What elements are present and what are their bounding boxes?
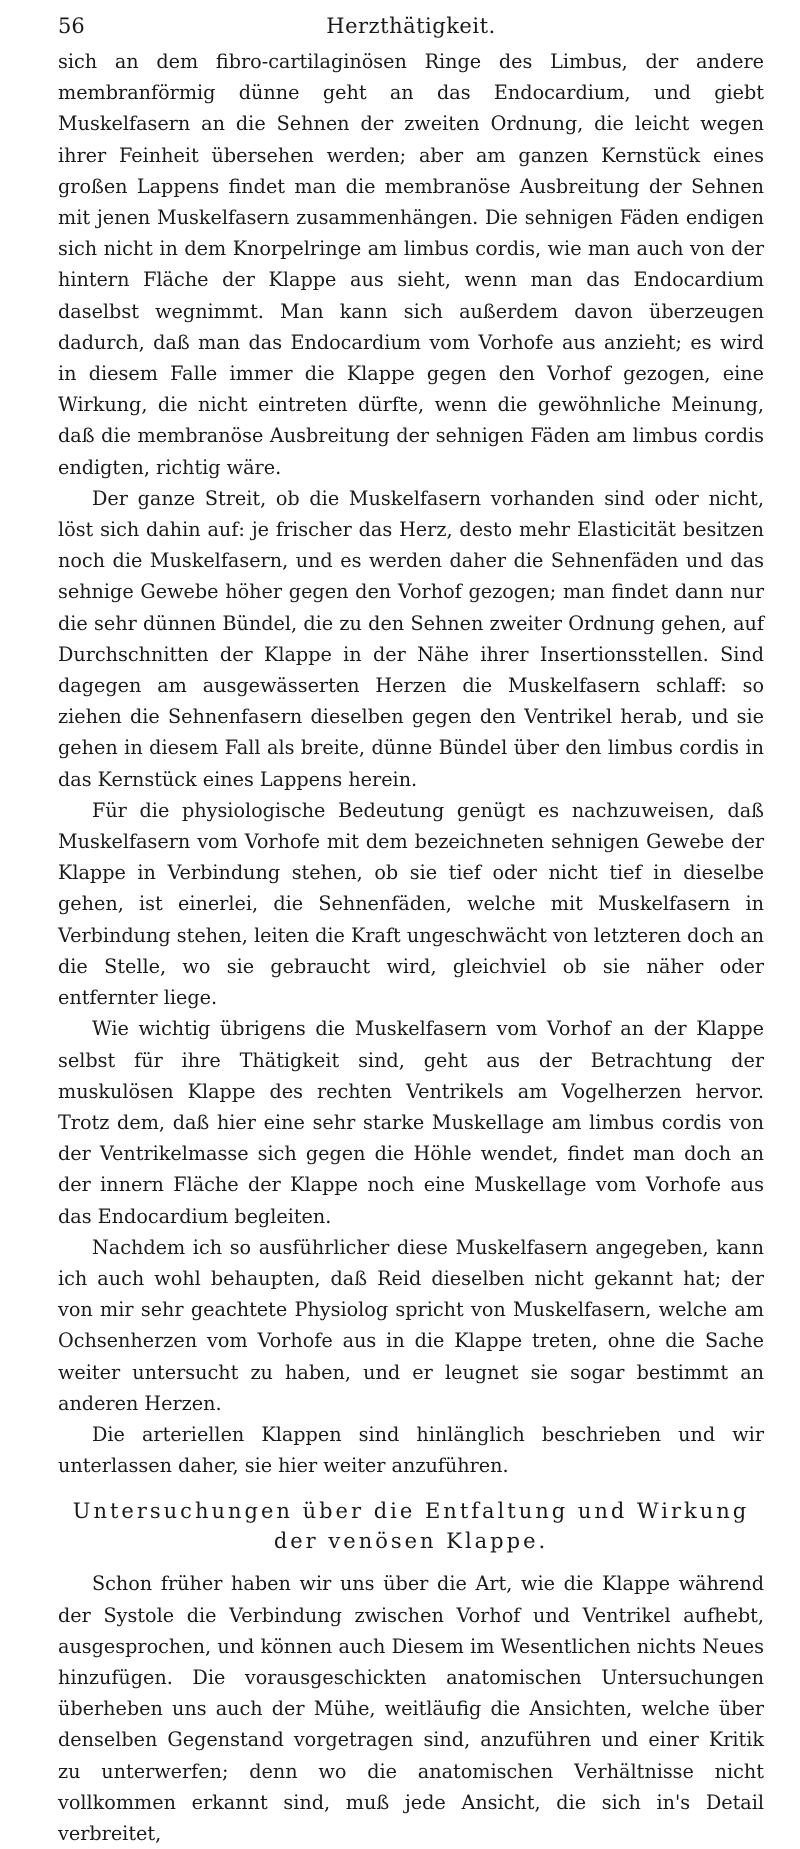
paragraph-continued: sich an dem fibro-cartilaginösen Ringe des Limbus, der andere membranförmig dünne geht an das Endocardium, und giebt Muskelfasern an die Sehnen der zweiten Ordnung, die leicht wegen ihrer Feinheit übersehen werden; aber am ganzen Kernstück eines großen Lappens findet man die membranöse Ausbreitung der Sehnen mit jenen Muskelfasern zusammenhängen. Die sehnigen Fäden endigen sich nicht in dem Knorpelringe am limbus cordis, wie man auch von der hintern Fläche der Klappe aus sieht, wenn man das Endocardium daselbst wegnimmt. Man kann sich außerdem davon überzeugen dadurch, daß man das Endocardium vom Vorhofe aus anzieht; es wird in diesem Falle immer die Klappe gegen den Vorhof gezogen, eine Wirkung, die nicht eintreten dürfte, wenn die gewöhnliche Meinung, daß die membranöse Ausbreitung der sehnigen Fäden am limbus cordis endigten, richtig wäre. <box>58 50 764 479</box>
section-heading: Untersuchungen über die Entfaltung und Wirkung der venösen Klappe. <box>72 1499 750 1554</box>
book-page <box>58 14 764 1849</box>
paragraph: Schon früher haben wir uns über die Art, wie die Klappe während der Systole die Verbindung zwischen Vorhof und Ventrikel aufhebt, ausgesprochen, und können auch Diesem im Wesentlichen nichts Neues hinzufügen. Die vorausgeschickten anatomischen Untersuchungen überheben uns auch der Mühe, weitläufig die Ansichten, welche über denselben Gegenstand vorgetragen sind, anzuführen und einer Kritik zu unterwerfen; denn wo die anatomischen Verhältnisse nicht vollkommen erkannt sind, muß jede Ansicht, die sich in's Detail verbreitet, <box>58 1572 764 1845</box>
paragraph: Nachdem ich so ausführlicher diese Muskelfasern angegeben, kann ich auch wohl behaupten, daß Reid dieselben nicht gekannt hat; der von mir sehr geachtete Physiolog spricht von Muskelfasern, welche am Ochsenherzen vom Vorhofe aus in die Klappe treten, ohne die Sache weiter untersucht zu haben, und er leugnet sie sogar bestimmt an anderen Herzen. <box>58 1235 764 1415</box>
paragraph: Wie wichtig übrigens die Muskelfasern vom Vorhof an der Klappe selbst für ihre Thätigkeit sind, geht aus der Betrachtung der muskulösen Klappe des rechten Ventrikels am Vogelherzen hervor. Trotz dem, daß hier eine sehr starke Muskellage am limbus cordis von der Ventrikelmasse sich gegen die Höhle wendet, findet man doch an der innern Fläche der Klappe noch eine Muskellage vom Vorhofe aus das Endocardium begleiten. <box>58 1017 764 1228</box>
paragraph: Die arteriellen Klappen sind hinlänglich beschrieben und wir unterlassen daher, sie hier weiter anzuführen. <box>58 1422 764 1478</box>
running-title: Herzthätigkeit. <box>326 14 496 38</box>
page-number: 56 <box>58 14 85 38</box>
body-text <box>58 46 764 1849</box>
paragraph: Der ganze Streit, ob die Muskelfasern vorhanden sind oder nicht, löst sich dahin auf: je frischer das Herz, desto mehr Elasticität besitzen noch die Muskelfasern, und es werden daher die Sehnenfäden und das sehnige Gewebe höher gegen den Vorhof gezogen; man findet dann nur die sehr dünnen Bündel, die zu den Sehnen zweiter Ordnung gehen, auf Durchschnitten der Klappe in der Nähe ihrer Insertionsstellen. Sind dagegen am ausgewässerten Herzen die Muskelfasern schlaff: so ziehen die Sehnenfasern dieselben gegen den Ventrikel herab, und sie gehen in diesem Fall als breite, dünne Bündel über den limbus cordis in das Kernstück eines Lappens herein. <box>58 486 764 791</box>
paragraph: Für die physiologische Bedeutung genügt es nachzuweisen, daß Muskelfasern vom Vorhofe mit dem bezeichneten sehnigen Gewebe der Klappe in Verbindung stehen, ob sie tief oder nicht tief in dieselbe gehen, ist einerlei, die Sehnenfäden, welche mit Muskelfasern in Verbindung stehen, leiten die Kraft ungeschwächt von letzteren doch an die Stelle, wo sie gebraucht wird, gleichviel ob sie näher oder entfernter liege. <box>58 798 764 1010</box>
page-header <box>58 14 764 46</box>
